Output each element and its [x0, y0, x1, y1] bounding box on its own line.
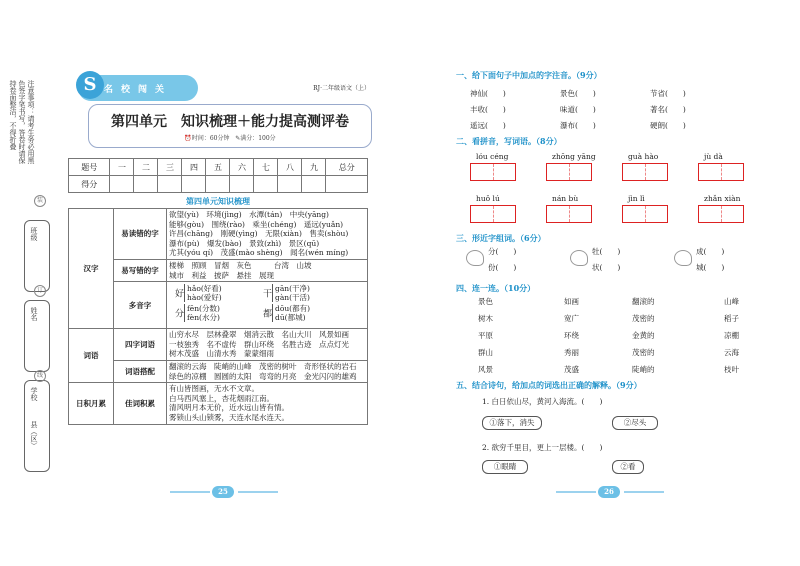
- easy-read-line: 瀑布(pù) 爆发(bào) 景致(zhì) 景区(qū): [169, 238, 320, 248]
- sub-polyphone: 多音字: [114, 282, 167, 329]
- accumulation-line: 白马西风塞上，杏花烟雨江南。: [169, 393, 274, 403]
- q3-item[interactable]: 份( ): [488, 263, 517, 272]
- school-field[interactable]: 学校 县（区）: [24, 380, 50, 472]
- name-field[interactable]: 姓名: [24, 300, 50, 372]
- q4-word[interactable]: 平原: [478, 331, 493, 340]
- accumulation-line: 清风明月本无价，近水远山皆有情。: [169, 403, 289, 413]
- page-number-left: 25: [212, 486, 234, 498]
- sub-collocation: 词语搭配: [114, 360, 167, 382]
- polyphone-item: [175, 284, 222, 302]
- q3-item[interactable]: 牡( ): [592, 247, 621, 256]
- collocation-line: 绿色的凉棚 圆圆的太阳 弯弯的月亮 金光闪闪的雄鸡: [169, 371, 357, 381]
- q4-word[interactable]: 凉棚: [724, 331, 739, 340]
- easy-write-line: 城市 利益 披萨 悬挂 展现: [169, 270, 274, 280]
- grade-label: RJ·二年级语文（上）: [313, 85, 370, 92]
- decor-swirl: [624, 491, 664, 493]
- q4-word[interactable]: 秀丽: [564, 348, 579, 357]
- grid-cell: [569, 164, 592, 180]
- polyphone-item: [263, 304, 310, 322]
- polyphone-reading: dōu(都有): [275, 304, 311, 314]
- q1-item[interactable]: 瀑布( ): [560, 121, 596, 130]
- polyphone-reading: fèn(水分): [187, 313, 220, 323]
- clock-icon: ⏰: [184, 135, 192, 142]
- q4-word[interactable]: 稻子: [724, 314, 739, 323]
- grid-cell: [699, 164, 721, 180]
- q2-pinyin: zhǎn xiàn: [704, 194, 741, 203]
- sub-good-words: 佳词积累: [114, 383, 167, 424]
- decor-swirl: [556, 491, 596, 493]
- section-title: 第四单元知识梳理: [186, 196, 250, 206]
- q2-answer-grid[interactable]: [546, 205, 592, 223]
- q4-word[interactable]: 翻滚的: [632, 297, 655, 306]
- score-header-cell: 二: [134, 159, 158, 176]
- decor-swirl: [238, 491, 278, 493]
- easy-read-line: 欲望(yù) 环境(jìng) 水潭(tán) 中央(yāng): [169, 210, 329, 219]
- class-field[interactable]: 班级: [24, 220, 50, 292]
- score-header-cell: 七: [254, 159, 278, 176]
- q2-answer-grid[interactable]: [546, 163, 592, 181]
- score-header-cell: 总分: [326, 159, 368, 176]
- grid-cell: [471, 164, 493, 180]
- score-input-cell[interactable]: [278, 176, 302, 193]
- score-table: [68, 158, 368, 193]
- accumulation-line: 有山皆图画，无水不文章。: [169, 384, 259, 394]
- q4-word[interactable]: 陡峭的: [632, 365, 655, 374]
- grid-cell: [471, 206, 493, 222]
- q2-answer-grid[interactable]: [470, 205, 516, 223]
- binding-strip: [6, 70, 58, 480]
- score-icon: ✎: [235, 135, 241, 142]
- polyphone-char: 好: [175, 289, 185, 300]
- score-header-cell: 九: [302, 159, 326, 176]
- q3-item[interactable]: 城( ): [696, 263, 725, 272]
- grid-cell: [623, 206, 645, 222]
- grid-cell: [721, 206, 744, 222]
- snail-icon: [570, 250, 588, 266]
- cut-mark-icon: 线: [34, 370, 46, 382]
- grid-cell: [623, 164, 645, 180]
- polyphone-readings: [272, 304, 310, 322]
- sub-easy-read: 易读错的字: [114, 209, 167, 260]
- q3-item[interactable]: 成( ): [696, 247, 725, 256]
- score-row-label: 得分: [69, 176, 110, 193]
- header-banner: [78, 75, 370, 103]
- easy-read-line: 尤其(yóu qí) 茂盛(mào shèng) 闻名(wén míng): [169, 248, 349, 258]
- q1-item[interactable]: 神仙( ): [470, 89, 506, 98]
- score-header-cell: 题号: [69, 159, 110, 176]
- q2-answer-grid[interactable]: [470, 163, 516, 181]
- polyphone-char: 分: [175, 309, 185, 320]
- q1-item[interactable]: 丰收( ): [470, 105, 506, 114]
- cut-mark-icon: 装: [34, 195, 46, 207]
- polyphone-reading: dū(都城): [275, 313, 306, 323]
- exam-meta: ⏰时间：60分钟 ✎满分：100分: [184, 135, 276, 142]
- score-input-cell[interactable]: [206, 176, 230, 193]
- q5-option[interactable]: ①落下，消失: [482, 416, 542, 430]
- score-header-cell: 一: [110, 159, 134, 176]
- grid-cell: [645, 164, 668, 180]
- four-char-content: [167, 329, 368, 361]
- q5-option[interactable]: ②尽头: [612, 416, 658, 430]
- q4-word[interactable]: 枝叶: [724, 365, 739, 374]
- q1-item[interactable]: 著名( ): [650, 105, 686, 114]
- q1-title: 一、给下面句子中加点的字注音。（9分）: [456, 70, 602, 80]
- grid-cell: [699, 206, 721, 222]
- polyphone-item: [175, 304, 220, 322]
- q5-sentence-2: 2. 欲穷千里目，更上一层楼。( ): [482, 443, 603, 452]
- score-input-cell[interactable]: [158, 176, 182, 193]
- score-input-cell[interactable]: [326, 176, 368, 193]
- accumulation-content: [167, 383, 368, 424]
- easy-read-line: 能够(gòu) 围绕(rào) 乘坐(chéng) 遥远(yuǎn): [169, 219, 344, 229]
- badge: 名校闯关: [78, 75, 198, 101]
- knowledge-table: [68, 208, 368, 425]
- collocation-content: [167, 360, 368, 382]
- easy-read-line: 许昌(chāng) 刚硬(yìng) 无限(xiàn) 售卖(shòu): [169, 229, 349, 239]
- q5-option[interactable]: ②看: [612, 460, 644, 474]
- q2-answer-grid[interactable]: [622, 163, 668, 181]
- category-accumulation: 日积月累: [69, 383, 114, 424]
- q2-answer-grid[interactable]: [622, 205, 668, 223]
- q2-pinyin: zhōng yāng: [552, 152, 596, 161]
- q3-item[interactable]: 分( ): [488, 247, 517, 256]
- grid-cell: [547, 164, 569, 180]
- q2-answer-grid[interactable]: [698, 205, 744, 223]
- q4-word[interactable]: 茂密的: [632, 348, 655, 357]
- q4-word[interactable]: 茂密的: [632, 314, 655, 323]
- category-hanzi: 汉字: [69, 209, 114, 329]
- title-box: [88, 104, 372, 148]
- q2-pinyin: nán bù: [552, 194, 579, 203]
- q1-item[interactable]: 硬朗( ): [650, 121, 686, 130]
- q4-word[interactable]: 如画: [564, 297, 579, 306]
- four-char-line: 山穷水尽 层林叠翠 烟消云散 名山大川 风景如画: [169, 330, 349, 340]
- category-ciyu: 词语: [69, 329, 114, 383]
- score-input-cell[interactable]: [302, 176, 326, 193]
- q4-word[interactable]: 宽广: [564, 314, 579, 323]
- sub-easy-write: 易写错的字: [114, 259, 167, 281]
- polyphone-reading: hǎo(好看): [187, 284, 222, 294]
- score-header-cell: 八: [278, 159, 302, 176]
- q3-title: 三、形近字组词。（6分）: [456, 233, 546, 243]
- score-input-cell[interactable]: [182, 176, 206, 193]
- q4-word[interactable]: 山峰: [724, 297, 739, 306]
- polyphone-reading: gān(干净): [275, 284, 310, 294]
- collocation-line: 翻滚的云海 陡峭的山峰 茂密的树叶 奇形怪状的岩石: [169, 361, 357, 371]
- snail-icon: [674, 250, 692, 266]
- score-header-cell: 五: [206, 159, 230, 176]
- q1-item[interactable]: 节省( ): [650, 89, 686, 98]
- score-input-cell[interactable]: [230, 176, 254, 193]
- q5-option[interactable]: ①眼睛: [482, 460, 528, 474]
- polyphone-readings: [184, 284, 222, 302]
- cut-mark-icon: 订: [34, 285, 46, 297]
- q4-word[interactable]: 群山: [478, 348, 493, 357]
- page-title: 第四单元 知识梳理＋能力提高测评卷: [111, 114, 349, 130]
- polyphone-reading: hào(爱好): [187, 293, 222, 303]
- q5-title: 五、结合诗句，给加点的词选出正确的解释。（9分）: [456, 380, 642, 390]
- q4-word[interactable]: 环绕: [564, 331, 579, 340]
- q5-sentence-1: 1. 白日依山尽，黄河入海流。( ): [482, 397, 603, 406]
- score-header-cell: 三: [158, 159, 182, 176]
- decor-swirl: [170, 491, 210, 493]
- easy-read-content: [167, 209, 368, 260]
- sub-four-char: 四字词语: [114, 329, 167, 361]
- grid-cell: [645, 206, 668, 222]
- q2-pinyin: huǒ lú: [476, 194, 500, 203]
- q2-answer-grid[interactable]: [698, 163, 744, 181]
- polyphone-char: 都: [263, 309, 273, 320]
- snail-icon: [466, 250, 484, 266]
- q2-title: 二、看拼音，写词语。（8分）: [456, 136, 562, 146]
- q4-word[interactable]: 景色: [478, 297, 493, 306]
- q4-word[interactable]: 树木: [478, 314, 493, 323]
- polyphone-readings: [184, 304, 220, 322]
- polyphone-item: [263, 284, 310, 302]
- score-input-cell[interactable]: [134, 176, 158, 193]
- grid-cell: [547, 206, 569, 222]
- grid-cell: [493, 206, 516, 222]
- easy-write-line: 楼梯 照顾 冒烟 灰色 台湾 山坡: [169, 260, 312, 270]
- q2-pinyin: guà hào: [628, 152, 659, 161]
- q3-item[interactable]: 状( ): [592, 263, 621, 272]
- grid-cell: [569, 206, 592, 222]
- easy-write-content: [167, 259, 368, 281]
- four-char-line: 树木茂盛 山清水秀 蒙蒙细雨: [169, 349, 274, 359]
- logo-icon: S: [76, 71, 104, 99]
- four-char-line: 一枝独秀 名不虚传 群山环绕 名胜古迹 点点灯光: [169, 339, 349, 349]
- q1-item[interactable]: 遥远( ): [470, 121, 506, 130]
- polyphone-char: 干: [263, 289, 273, 300]
- q2-pinyin: lóu céng: [476, 152, 509, 161]
- q2-pinyin: jù dà: [704, 152, 723, 161]
- polyphone-readings: [272, 284, 310, 302]
- accumulation-line: 雾锁山头山锁雾，天连水尾水连天。: [169, 412, 289, 422]
- score-input-cell[interactable]: [254, 176, 278, 193]
- q1-item[interactable]: 景色( ): [560, 89, 596, 98]
- polyphone-reading: gàn(干活): [275, 293, 310, 303]
- polyphone-reading: fēn(分数): [187, 304, 220, 314]
- notice-text: 注意事项：请考生务必用黑色签字笔书写，答卷时请保持卷面整洁，不得折叠: [9, 80, 35, 164]
- q4-title: 四、连一连。（10分）: [456, 283, 536, 293]
- q4-word[interactable]: 云海: [724, 348, 739, 357]
- q4-word[interactable]: 茂盛: [564, 365, 579, 374]
- grid-cell: [721, 164, 744, 180]
- score-input-cell[interactable]: [110, 176, 134, 193]
- q2-pinyin: jìn lì: [628, 194, 645, 203]
- q4-word[interactable]: 风景: [478, 365, 493, 374]
- page-number-right: 26: [598, 486, 620, 498]
- q4-word[interactable]: 金黄的: [632, 331, 655, 340]
- grid-cell: [493, 164, 516, 180]
- score-header-cell: 四: [182, 159, 206, 176]
- polyphone-content: [167, 282, 368, 329]
- score-header-cell: 六: [230, 159, 254, 176]
- q1-item[interactable]: 味道( ): [560, 105, 596, 114]
